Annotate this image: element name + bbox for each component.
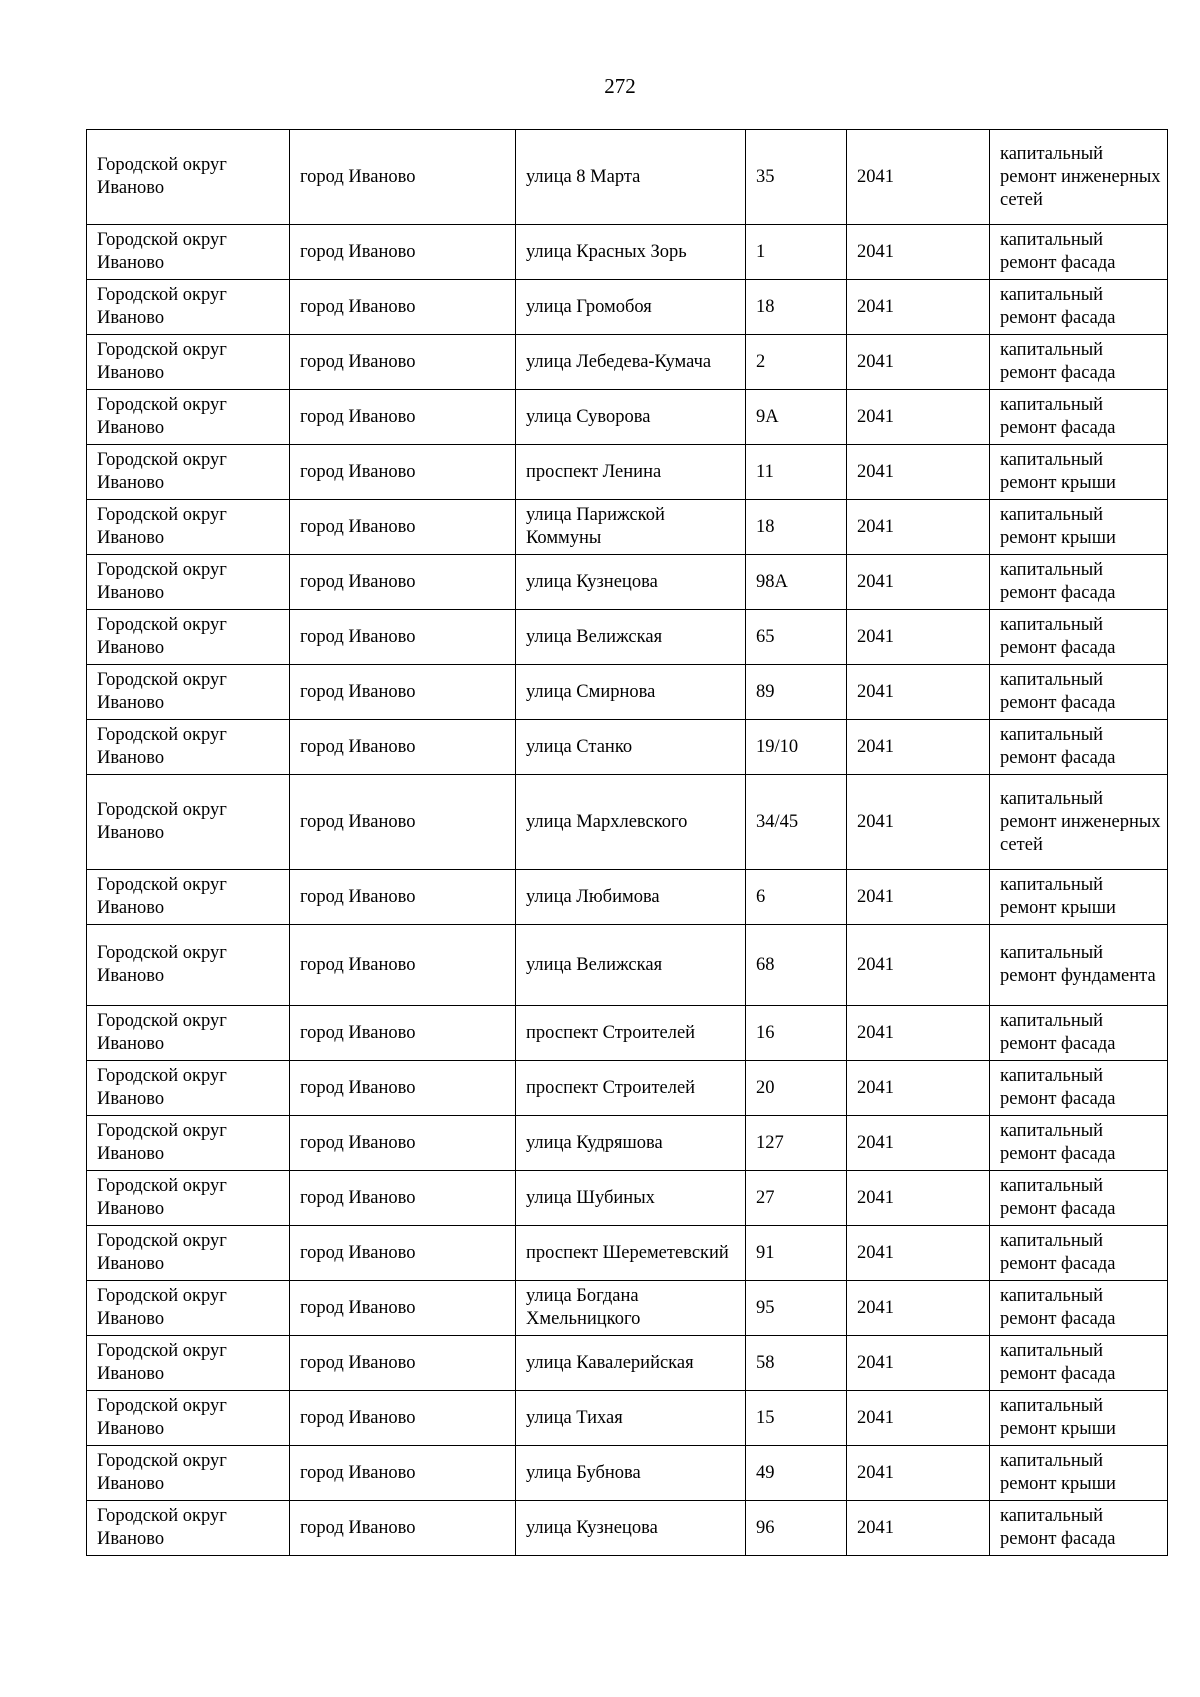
cell-municipality: Городской округ Иваново — [87, 775, 290, 870]
cell-settlement: город Иваново — [290, 1061, 516, 1116]
cell-house-number: 58 — [746, 1336, 847, 1391]
cell-work-type: капитальный ремонт фасада — [990, 1501, 1168, 1556]
cell-house-number: 2 — [746, 335, 847, 390]
cell-year: 2041 — [847, 1501, 990, 1556]
cell-municipality: Городской округ Иваново — [87, 280, 290, 335]
cell-street: улица Любимова — [516, 870, 746, 925]
cell-settlement: город Иваново — [290, 1336, 516, 1391]
cell-street: улица Шубиных — [516, 1171, 746, 1226]
cell-settlement: город Иваново — [290, 445, 516, 500]
cell-house-number: 89 — [746, 665, 847, 720]
table-row — [87, 1281, 1168, 1336]
cell-municipality: Городской округ Иваново — [87, 225, 290, 280]
table-row — [87, 1391, 1168, 1446]
table-body — [87, 130, 1168, 1556]
cell-street: проспект Шереметевский — [516, 1226, 746, 1281]
cell-street: улица Велижская — [516, 925, 746, 1006]
cell-year: 2041 — [847, 665, 990, 720]
cell-work-type: капитальный ремонт крыши — [990, 1446, 1168, 1501]
cell-year: 2041 — [847, 1446, 990, 1501]
cell-settlement: город Иваново — [290, 390, 516, 445]
cell-house-number: 27 — [746, 1171, 847, 1226]
cell-municipality: Городской округ Иваново — [87, 665, 290, 720]
cell-municipality: Городской округ Иваново — [87, 1336, 290, 1391]
cell-settlement: город Иваново — [290, 1226, 516, 1281]
cell-municipality: Городской округ Иваново — [87, 870, 290, 925]
cell-municipality: Городской округ Иваново — [87, 925, 290, 1006]
cell-work-type: капитальный ремонт инженерных сетей — [990, 130, 1168, 225]
cell-settlement: город Иваново — [290, 870, 516, 925]
cell-work-type: капитальный ремонт крыши — [990, 870, 1168, 925]
cell-house-number: 68 — [746, 925, 847, 1006]
table-row — [87, 555, 1168, 610]
cell-street: улица 8 Марта — [516, 130, 746, 225]
cell-work-type: капитальный ремонт крыши — [990, 445, 1168, 500]
cell-municipality: Городской округ Иваново — [87, 1281, 290, 1336]
cell-street: улица Лебедева-Кумача — [516, 335, 746, 390]
cell-street: улица Парижской Коммуны — [516, 500, 746, 555]
cell-year: 2041 — [847, 1171, 990, 1226]
cell-work-type: капитальный ремонт фасада — [990, 720, 1168, 775]
cell-street: улица Бубнова — [516, 1446, 746, 1501]
cell-work-type: капитальный ремонт фасада — [990, 1281, 1168, 1336]
cell-street: улица Мархлевского — [516, 775, 746, 870]
cell-work-type: капитальный ремонт крыши — [990, 1391, 1168, 1446]
table-row — [87, 1446, 1168, 1501]
table-row — [87, 445, 1168, 500]
cell-settlement: город Иваново — [290, 130, 516, 225]
table-row — [87, 1061, 1168, 1116]
cell-settlement: город Иваново — [290, 555, 516, 610]
cell-street: проспект Строителей — [516, 1061, 746, 1116]
cell-settlement: город Иваново — [290, 335, 516, 390]
cell-settlement: город Иваново — [290, 1171, 516, 1226]
cell-year: 2041 — [847, 610, 990, 665]
cell-house-number: 34/45 — [746, 775, 847, 870]
cell-settlement: город Иваново — [290, 720, 516, 775]
cell-work-type: капитальный ремонт фасада — [990, 225, 1168, 280]
cell-street: улица Громобоя — [516, 280, 746, 335]
cell-street: проспект Ленина — [516, 445, 746, 500]
cell-year: 2041 — [847, 870, 990, 925]
table-row — [87, 1501, 1168, 1556]
cell-work-type: капитальный ремонт фасада — [990, 1116, 1168, 1171]
cell-settlement: город Иваново — [290, 1446, 516, 1501]
table-row — [87, 280, 1168, 335]
cell-house-number: 18 — [746, 280, 847, 335]
table-row — [87, 500, 1168, 555]
table-row — [87, 665, 1168, 720]
cell-house-number: 15 — [746, 1391, 847, 1446]
cell-year: 2041 — [847, 1061, 990, 1116]
cell-work-type: капитальный ремонт фасада — [990, 1336, 1168, 1391]
cell-settlement: город Иваново — [290, 610, 516, 665]
cell-year: 2041 — [847, 775, 990, 870]
cell-year: 2041 — [847, 335, 990, 390]
cell-municipality: Городской округ Иваново — [87, 335, 290, 390]
cell-house-number: 11 — [746, 445, 847, 500]
cell-municipality: Городской округ Иваново — [87, 390, 290, 445]
cell-work-type: капитальный ремонт фасада — [990, 1006, 1168, 1061]
cell-work-type: капитальный ремонт фасада — [990, 335, 1168, 390]
repair-schedule-table — [86, 129, 1168, 1556]
cell-year: 2041 — [847, 1336, 990, 1391]
table-row — [87, 720, 1168, 775]
cell-street: улица Кудряшова — [516, 1116, 746, 1171]
cell-street: улица Станко — [516, 720, 746, 775]
cell-street: улица Красных Зорь — [516, 225, 746, 280]
cell-street: улица Кузнецова — [516, 555, 746, 610]
cell-house-number: 16 — [746, 1006, 847, 1061]
cell-house-number: 35 — [746, 130, 847, 225]
cell-municipality: Городской округ Иваново — [87, 1171, 290, 1226]
cell-municipality: Городской округ Иваново — [87, 1226, 290, 1281]
cell-municipality: Городской округ Иваново — [87, 1006, 290, 1061]
cell-house-number: 1 — [746, 225, 847, 280]
cell-house-number: 91 — [746, 1226, 847, 1281]
cell-settlement: город Иваново — [290, 665, 516, 720]
table-row — [87, 1171, 1168, 1226]
cell-house-number: 96 — [746, 1501, 847, 1556]
cell-settlement: город Иваново — [290, 500, 516, 555]
cell-settlement: город Иваново — [290, 225, 516, 280]
cell-work-type: капитальный ремонт фасада — [990, 390, 1168, 445]
table-row — [87, 1336, 1168, 1391]
table-row — [87, 130, 1168, 225]
cell-work-type: капитальный ремонт фасада — [990, 610, 1168, 665]
cell-house-number: 18 — [746, 500, 847, 555]
cell-municipality: Городской округ Иваново — [87, 445, 290, 500]
cell-house-number: 65 — [746, 610, 847, 665]
cell-year: 2041 — [847, 130, 990, 225]
cell-house-number: 19/10 — [746, 720, 847, 775]
cell-street: улица Кавалерийская — [516, 1336, 746, 1391]
cell-year: 2041 — [847, 1006, 990, 1061]
cell-house-number: 98А — [746, 555, 847, 610]
cell-municipality: Городской округ Иваново — [87, 500, 290, 555]
cell-settlement: город Иваново — [290, 925, 516, 1006]
cell-settlement: город Иваново — [290, 280, 516, 335]
table-row — [87, 1226, 1168, 1281]
cell-year: 2041 — [847, 555, 990, 610]
cell-year: 2041 — [847, 925, 990, 1006]
cell-year: 2041 — [847, 1116, 990, 1171]
cell-work-type: капитальный ремонт крыши — [990, 500, 1168, 555]
cell-house-number: 6 — [746, 870, 847, 925]
cell-year: 2041 — [847, 720, 990, 775]
cell-street: улица Тихая — [516, 1391, 746, 1446]
cell-year: 2041 — [847, 1226, 990, 1281]
table-row — [87, 335, 1168, 390]
cell-house-number: 20 — [746, 1061, 847, 1116]
table-row — [87, 390, 1168, 445]
cell-street: улица Велижская — [516, 610, 746, 665]
table-row — [87, 225, 1168, 280]
cell-house-number: 49 — [746, 1446, 847, 1501]
cell-work-type: капитальный ремонт фасада — [990, 555, 1168, 610]
cell-municipality: Городской округ Иваново — [87, 1391, 290, 1446]
cell-street: проспект Строителей — [516, 1006, 746, 1061]
cell-year: 2041 — [847, 280, 990, 335]
cell-work-type: капитальный ремонт фасада — [990, 280, 1168, 335]
cell-settlement: город Иваново — [290, 775, 516, 870]
cell-year: 2041 — [847, 1391, 990, 1446]
cell-street: улица Богдана Хмельницкого — [516, 1281, 746, 1336]
cell-settlement: город Иваново — [290, 1116, 516, 1171]
table-row — [87, 870, 1168, 925]
cell-year: 2041 — [847, 445, 990, 500]
cell-street: улица Кузнецова — [516, 1501, 746, 1556]
cell-municipality: Городской округ Иваново — [87, 555, 290, 610]
cell-municipality: Городской округ Иваново — [87, 1446, 290, 1501]
table-row — [87, 1116, 1168, 1171]
cell-year: 2041 — [847, 1281, 990, 1336]
cell-settlement: город Иваново — [290, 1501, 516, 1556]
cell-year: 2041 — [847, 390, 990, 445]
cell-year: 2041 — [847, 225, 990, 280]
cell-work-type: капитальный ремонт фундамента — [990, 925, 1168, 1006]
cell-municipality: Городской округ Иваново — [87, 1116, 290, 1171]
page-number: 272 — [604, 74, 636, 98]
cell-work-type: капитальный ремонт фасада — [990, 1226, 1168, 1281]
cell-work-type: капитальный ремонт инженерных сетей — [990, 775, 1168, 870]
cell-year: 2041 — [847, 500, 990, 555]
cell-settlement: город Иваново — [290, 1391, 516, 1446]
cell-municipality: Городской округ Иваново — [87, 1501, 290, 1556]
cell-house-number: 9А — [746, 390, 847, 445]
cell-work-type: капитальный ремонт фасада — [990, 1061, 1168, 1116]
table-row — [87, 925, 1168, 1006]
table-row — [87, 610, 1168, 665]
table-row — [87, 1006, 1168, 1061]
cell-municipality: Городской округ Иваново — [87, 720, 290, 775]
cell-house-number: 95 — [746, 1281, 847, 1336]
cell-municipality: Городской округ Иваново — [87, 130, 290, 225]
table-row — [87, 775, 1168, 870]
cell-municipality: Городской округ Иваново — [87, 1061, 290, 1116]
cell-street: улица Смирнова — [516, 665, 746, 720]
cell-work-type: капитальный ремонт фасада — [990, 665, 1168, 720]
cell-street: улица Суворова — [516, 390, 746, 445]
cell-municipality: Городской округ Иваново — [87, 610, 290, 665]
cell-settlement: город Иваново — [290, 1281, 516, 1336]
cell-house-number: 127 — [746, 1116, 847, 1171]
cell-work-type: капитальный ремонт фасада — [990, 1171, 1168, 1226]
cell-settlement: город Иваново — [290, 1006, 516, 1061]
